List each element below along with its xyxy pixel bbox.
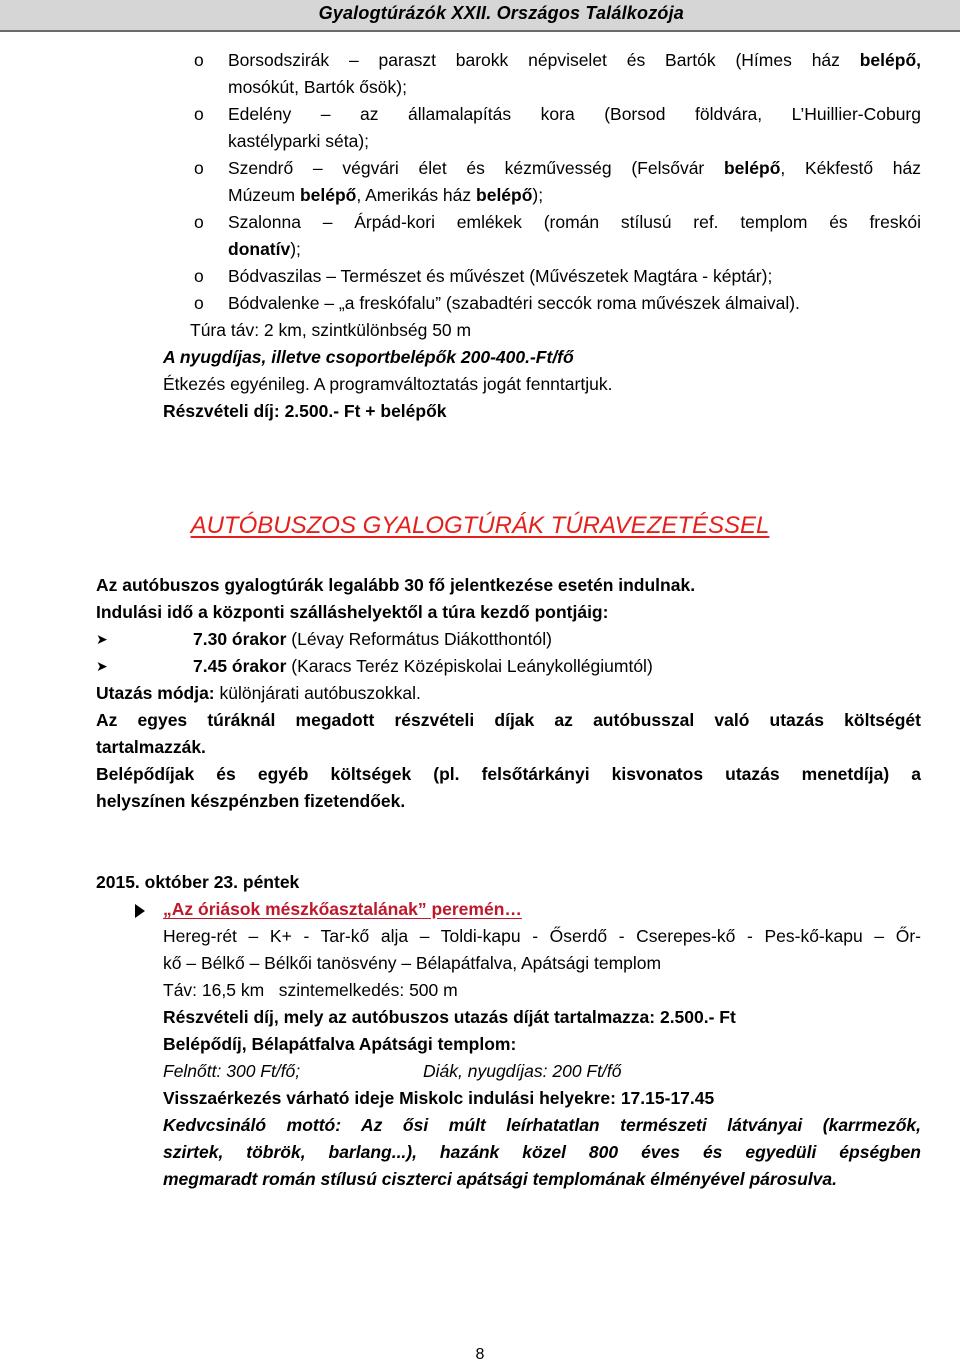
day-date: 2015. október 23. péntek xyxy=(96,872,300,892)
departure-title: Indulási idő a központi szálláshelyektől a túra kezdő pontjáig: xyxy=(96,602,609,622)
student-fee: Diák, nyugdíjas: 200 Ft/fő xyxy=(423,1061,622,1081)
day-distance: Táv: 16,5 km szintemelkedés: 500 m xyxy=(163,980,458,1000)
play-arrow-icon xyxy=(135,896,145,923)
departure-item: 7.45 órakor (Karacs Teréz Középiskolai Leánykollégiumtól) xyxy=(193,656,653,676)
list-bullet: o xyxy=(194,266,204,286)
arrow-bullet-icon: ➤ xyxy=(96,658,108,674)
fees-note-cont: helyszínen készpénzben fizetendőek. xyxy=(96,791,406,811)
return-time: Visszaérkezés várható ideje Miskolc indulási helyekre: 17.15-17.45 xyxy=(163,1088,715,1108)
motto-cont: szirtek, töbrök, barlang...), hazánk közel 800 éves és egyedüli épségben xyxy=(163,1142,921,1162)
list-item: Borsodszirák – paraszt barokk népviselet és Bartók (Hímes ház belépő, xyxy=(228,50,921,70)
fees-note: Belépődíjak és egyéb költségek (pl. felsőtárkányi kisvonatos utazás menetdíja) a xyxy=(96,764,921,784)
motto-end: megmaradt román stílusú ciszterci apátsági templomának élményével párosulva. xyxy=(163,1169,838,1189)
list-bullet: o xyxy=(194,104,204,124)
list-item-cont: mosókút, Bartók ősök); xyxy=(228,77,407,97)
departure-item: 7.30 órakor (Lévay Református Diákotthontól) xyxy=(193,629,552,649)
section-heading: AUTÓBUSZOS GYALOGTÚRÁK TÚRAVEZETÉSSEL xyxy=(190,512,770,539)
adult-fee: Felnőtt: 300 Ft/fő; xyxy=(163,1061,301,1081)
motto: Kedvcsináló mottó: Az ősi múlt leírhatatlan természeti látványai (karrmezők, xyxy=(163,1115,921,1135)
list-bullet: o xyxy=(194,293,204,313)
list-item-cont: donatív); xyxy=(228,239,301,259)
day-fee: Részvételi díj, mely az autóbuszos utazás díját tartalmazza: 2.500.- Ft xyxy=(163,1007,736,1027)
tour-distance: Túra táv: 2 km, szintkülönbség 50 m xyxy=(190,320,472,340)
page-header xyxy=(0,0,960,32)
participation-fee: Részvételi díj: 2.500.- Ft + belépők xyxy=(163,401,447,421)
tour-title: „Az óriások mészkőasztalának” peremén… xyxy=(163,899,522,919)
list-item: Szendrő – végvári élet és kézművesség (Felsővár belépő, Kékfestő ház xyxy=(228,158,921,178)
min-participants: Az autóbuszos gyalogtúrák legalább 30 fő jelentkezése esetén indulnak. xyxy=(96,575,696,595)
costs-note-cont: tartalmazzák. xyxy=(96,737,206,757)
costs-note: Az egyes túráknál megadott részvételi díjak az autóbusszal való utazás költségét xyxy=(96,710,921,730)
list-item-cont: kastélyparki séta); xyxy=(228,131,370,151)
list-bullet: o xyxy=(194,212,204,232)
meals-note: Étkezés egyénileg. A programváltoztatás jogát fenntartjuk. xyxy=(163,374,613,394)
list-bullet: o xyxy=(194,50,204,70)
list-bullet: o xyxy=(194,158,204,178)
list-item-cont: Múzeum belépő, Amerikás ház belépő); xyxy=(228,185,544,205)
page-number: 8 xyxy=(475,1346,485,1363)
list-item: Szalonna – Árpád-kori emlékek (román stílusú ref. templom és freskói xyxy=(228,212,921,232)
list-item: Edelény – az államalapítás kora (Borsod földvára, L’Huillier-Coburg xyxy=(228,104,921,124)
entry-title: Belépődíj, Bélapátfalva Apátsági templom: xyxy=(163,1034,517,1054)
route-line: Hereg-rét – K+ - Tar-kő alja – Toldi-kapu - Őserdő - Cserepes-kő - Pes-kő-kapu – Őr- xyxy=(163,926,921,946)
header-title: Gyalogtúrázók XXII. Országos Találkozója xyxy=(318,3,684,23)
list-item: Bódvalenke – „a freskófalu” (szabadtéri seccók roma művészek álmaival). xyxy=(228,293,800,313)
entry-fees: A nyugdíjas, illetve csoportbelépők 200-400.-Ft/fő xyxy=(163,347,574,367)
travel-mode: Utazás módja: különjárati autóbuszokkal. xyxy=(96,683,421,703)
list-item: Bódvaszilas – Természet és művészet (Művészetek Magtára - képtár); xyxy=(228,266,773,286)
route-line-cont: kő – Bélkő – Bélkői tanösvény – Bélapátfalva, Apátsági templom xyxy=(163,953,662,973)
arrow-bullet-icon: ➤ xyxy=(96,631,108,647)
